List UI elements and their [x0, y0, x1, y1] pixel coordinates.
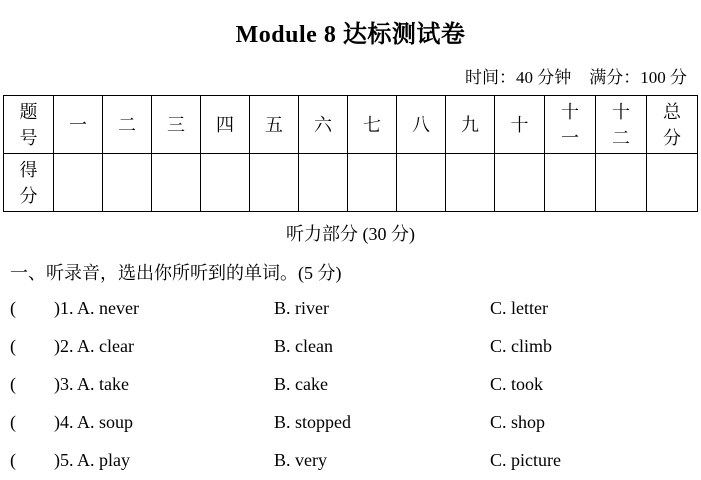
- score-table: [3, 95, 698, 212]
- score-cell: [348, 154, 397, 212]
- answer-paren: (: [10, 298, 16, 318]
- option-c: C. took: [490, 374, 544, 394]
- question-number-row: [4, 96, 698, 154]
- option-a: )4. A. soup: [54, 412, 134, 432]
- header-cell: 九: [446, 96, 495, 154]
- answer-paren: (: [10, 374, 16, 394]
- option-b: B. clean: [274, 336, 333, 356]
- header-cell: 七: [348, 96, 397, 154]
- score-cell: [596, 154, 647, 212]
- header-cell: 十 一: [545, 96, 596, 154]
- score-cell: [54, 154, 103, 212]
- question-item: [10, 371, 690, 397]
- answer-paren: (: [10, 336, 16, 356]
- question-item: [10, 295, 690, 321]
- header-cell: 十 二: [596, 96, 647, 154]
- score-row-label: 得 分: [4, 154, 54, 212]
- question-item: [10, 447, 690, 473]
- header-cell: 十: [495, 96, 545, 154]
- question-item: [10, 409, 690, 435]
- score-cell: [397, 154, 446, 212]
- score-cell: [647, 154, 698, 212]
- answer-paren: (: [10, 450, 16, 470]
- score-cell: [103, 154, 152, 212]
- part-one-instruction: 一、听录音，选出你所听到的单词。(5 分): [10, 263, 342, 283]
- score-cell: [201, 154, 250, 212]
- question-item: [10, 333, 690, 359]
- score-cell: [446, 154, 495, 212]
- header-cell: 二: [103, 96, 152, 154]
- option-a: )3. A. take: [54, 374, 129, 394]
- option-a: )1. A. never: [54, 298, 139, 318]
- option-b: B. stopped: [274, 412, 352, 432]
- full-score: 满分：100 分: [589, 68, 687, 87]
- exam-info: [465, 63, 687, 88]
- header-cell: 一: [54, 96, 103, 154]
- header-cell: 三: [152, 96, 201, 154]
- header-cell: 五: [250, 96, 299, 154]
- score-cell: [152, 154, 201, 212]
- header-cell: 四: [201, 96, 250, 154]
- page-title: Module 8 达标测试卷: [235, 22, 466, 48]
- listening-section-heading: 听力部分 (30 分): [286, 224, 415, 244]
- option-a: )2. A. clear: [54, 336, 134, 356]
- option-c: C. picture: [490, 450, 561, 470]
- option-a: )5. A. play: [54, 450, 130, 470]
- option-b: B. cake: [274, 374, 328, 394]
- time-limit: 时间：40 分钟: [465, 68, 572, 87]
- score-row: [4, 154, 698, 212]
- header-cell: 八: [397, 96, 446, 154]
- score-cell: [495, 154, 545, 212]
- option-b: B. river: [274, 298, 329, 318]
- header-cell: 六: [299, 96, 348, 154]
- score-cell: [299, 154, 348, 212]
- option-c: C. shop: [490, 412, 546, 432]
- option-c: C. climb: [490, 336, 552, 356]
- option-c: C. letter: [490, 298, 548, 318]
- answer-paren: (: [10, 412, 16, 432]
- header-cell: 总 分: [647, 96, 698, 154]
- score-cell: [250, 154, 299, 212]
- score-cell: [545, 154, 596, 212]
- option-b: B. very: [274, 450, 327, 470]
- header-cell: 题 号: [4, 96, 54, 154]
